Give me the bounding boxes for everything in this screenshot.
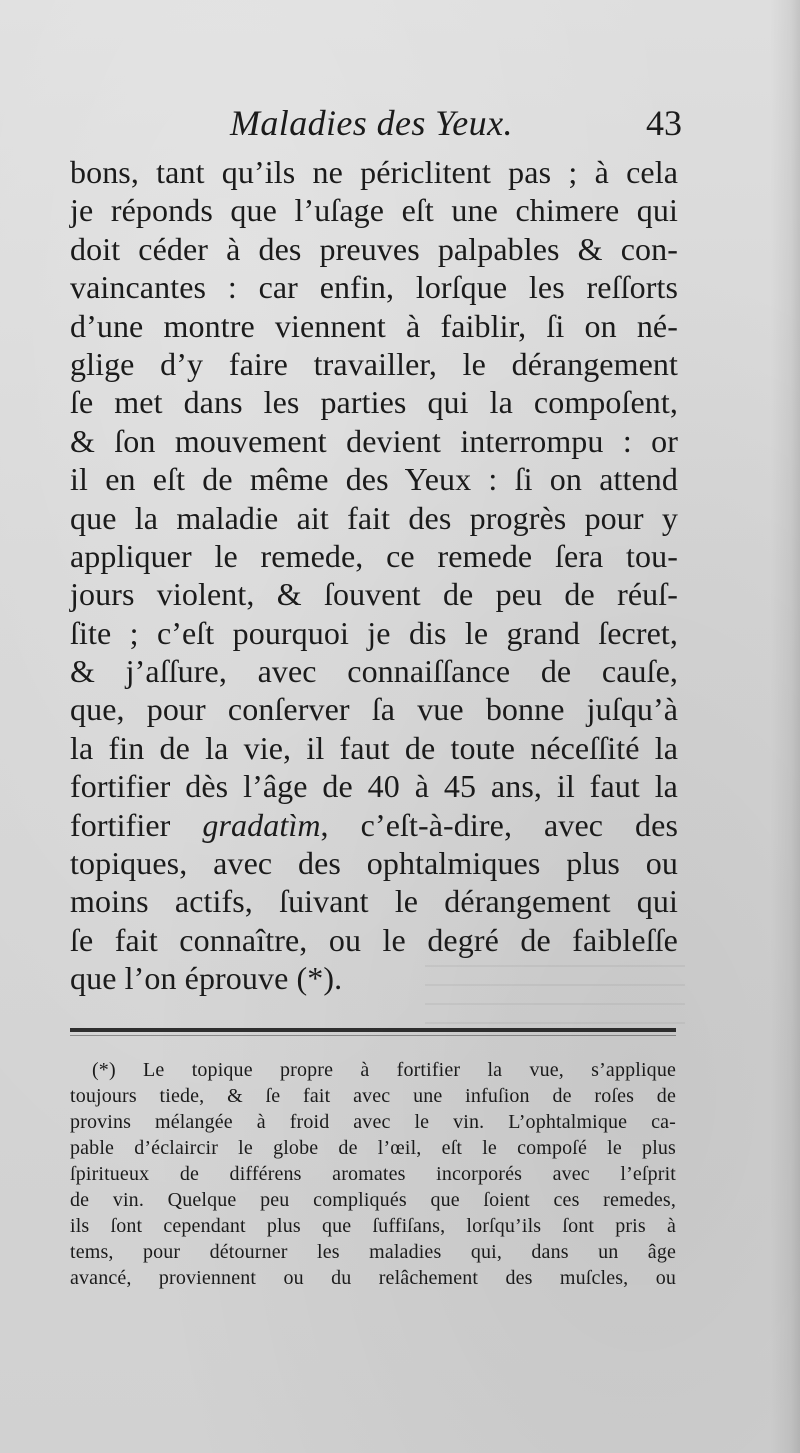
text-line: ſite ; c’eſt pourquoi je dis le grand ſecret, bbox=[70, 614, 678, 651]
page-edge-shadow bbox=[770, 0, 800, 1453]
text-segment: , c’eſt-à-dire, avec des bbox=[320, 806, 678, 843]
text-line: il en eſt de même des Yeux : ſi on attend bbox=[70, 461, 678, 498]
text-line: vaincantes : car enfin, lorſque les reſſorts bbox=[70, 269, 678, 306]
main-text-block bbox=[70, 153, 678, 998]
footnote-block bbox=[70, 1057, 676, 1291]
running-title: Maladies des Yeux. bbox=[230, 103, 513, 143]
page-number: 43 bbox=[646, 103, 682, 143]
footnote-rule bbox=[70, 1028, 676, 1032]
footnote-line: provins mélangée à froid avec le vin. L’ophtalmique ca- bbox=[70, 1111, 676, 1133]
text-line: & ſon mouvement devient interrompu : or bbox=[70, 422, 678, 459]
running-header bbox=[70, 100, 682, 146]
footnote-line: ſpiritueux de différens aromates incorporés avec l’eſprit bbox=[70, 1163, 676, 1185]
text-line: jours violent, & ſouvent de peu de réuſ- bbox=[70, 576, 678, 613]
text-line: je réponds que l’uſage eſt une chimere qui bbox=[70, 192, 678, 229]
footnote-rule-shadow bbox=[70, 1035, 676, 1036]
footnote-line: tems, pour détourner les maladies qui, dans un âge bbox=[70, 1241, 676, 1263]
text-line: que, pour conſerver ſa vue bonne juſqu’à bbox=[70, 691, 678, 728]
footnote-line: de vin. Quelque peu compliqués que ſoient ces remedes, bbox=[70, 1189, 676, 1211]
text-line: appliquer le remede, ce remede ſera tou- bbox=[70, 537, 678, 574]
footnote-line: pable d’éclaircir le globe de l’œil, eſt le compoſé le plus bbox=[70, 1137, 676, 1159]
text-line: moins actifs, ſuivant le dérangement qui bbox=[70, 883, 678, 920]
text-line: que la maladie ait fait des progrès pour y bbox=[70, 499, 678, 536]
text-segment: fortifier bbox=[70, 806, 203, 843]
text-line: d’une montre viennent à faiblir, ſi on né- bbox=[70, 307, 678, 344]
text-line: topiques, avec des ophtalmiques plus ou bbox=[70, 845, 678, 882]
footnote-line: avancé, proviennent ou du relâchement des muſcles, ou bbox=[70, 1267, 676, 1289]
text-line: ſe met dans les parties qui la compoſent, bbox=[70, 384, 678, 421]
footnote-line: (*) Le topique propre à fortifier la vue, s’applique bbox=[92, 1059, 676, 1081]
text-line: fortifier dès l’âge de 40 à 45 ans, il faut la bbox=[70, 768, 678, 805]
text-line: bons, tant qu’ils ne périclitent pas ; à cela bbox=[70, 154, 678, 190]
text-line: ſe fait connaître, ou le degré de faibleſſe bbox=[70, 921, 678, 958]
text-line-with-italic bbox=[70, 806, 678, 844]
text-line: & j’aſſure, avec connaiſſance de cauſe, bbox=[70, 653, 678, 690]
text-line-last: que l’on éprouve (*). bbox=[70, 960, 343, 997]
footnote-line: toujours tiede, & ſe fait avec une infuſion de roſes de bbox=[70, 1085, 676, 1107]
text-line: la fin de la vie, il faut de toute néceſſité la bbox=[70, 729, 678, 766]
text-line: doit céder à des preuves palpables & con- bbox=[70, 230, 678, 267]
text-line: glige d’y faire travailler, le dérangement bbox=[70, 345, 678, 382]
footnote-line: ils ſont cependant plus que ſuffiſans, lorſqu’ils ſont pris à bbox=[70, 1215, 676, 1237]
italic-latin-word: gradatìm bbox=[202, 806, 321, 843]
